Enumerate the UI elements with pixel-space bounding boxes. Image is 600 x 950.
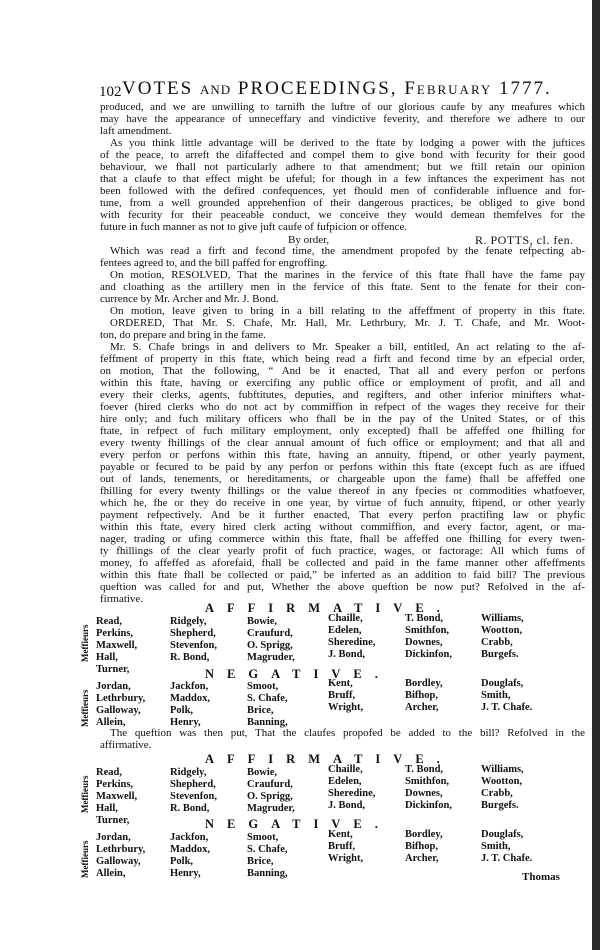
member-name: Polk, — [170, 856, 194, 867]
messieurs-label: Meffieurs — [80, 775, 90, 813]
member-name: Williams, — [481, 613, 524, 624]
affirmative-column — [481, 764, 524, 812]
negative-column — [170, 681, 210, 729]
title-part: PROCEEDINGS, — [237, 78, 398, 99]
member-name: J. T. Chafe. — [481, 702, 533, 713]
member-name: Turner, — [96, 664, 130, 675]
body-line: money, fo affeffed as aforefaid, fhall be collected and paid in the fame manner other affeffments — [100, 557, 585, 569]
affirmative-column — [96, 616, 137, 676]
member-name: Smoot, — [247, 681, 279, 692]
body-line: with fecurity for their peaceable conduct, we conceive they would demean themfelves for the — [100, 209, 585, 221]
messieurs-label: Meffieurs — [80, 624, 90, 662]
body-line: fhilling for every twenty fhillings or the value thereof in any fpecies or commodities whatfoever, — [100, 485, 585, 497]
member-name: Read, — [96, 767, 122, 778]
member-name: Bruff, — [328, 841, 356, 852]
body-line: Mr. S. Chafe brings in and delivers to Mr. Speaker a bill, entitled, An act relating to the af- — [110, 341, 585, 353]
member-name: Edelen, — [328, 776, 362, 787]
body-line: The queftion was then put, That the claufes propofed be added to the bill? Refolved in the — [110, 727, 585, 739]
scan-edge — [592, 0, 600, 950]
member-name: Jordan, — [96, 832, 131, 843]
member-name: Wright, — [328, 853, 364, 864]
member-name: Galloway, — [96, 856, 141, 867]
negative-column — [405, 829, 443, 865]
affirmative-column — [247, 767, 295, 815]
body-line: feffment of property in this ftate, which being read a firft and fecond time by an efpecial order, — [100, 353, 585, 365]
by-order: By order, — [288, 234, 330, 246]
member-name: J. T. Chafe. — [481, 853, 533, 864]
affirmative-column — [328, 613, 375, 661]
member-name: Wootton, — [481, 776, 523, 787]
body-line: payable or fecured to be paid by any perfon or perfons within this ftate (except fuch as are iffued — [100, 461, 585, 473]
negative-column — [481, 829, 532, 865]
negative-heading: NEGATIVE. — [205, 817, 391, 831]
body-line: may have the appearance of unneceffary and vindictive feverity, and therefore we adhere to our — [100, 113, 585, 125]
member-name: T. Bond, — [405, 613, 444, 624]
member-name: Bifhop, — [405, 690, 438, 701]
body-line: of the peace, to arreft the difaffected and compel them to give bond with fecurity for their good — [100, 149, 585, 161]
member-name: Smithfon, — [405, 625, 450, 636]
member-name: Crabb, — [481, 788, 513, 799]
member-name: Sheredine, — [328, 788, 376, 799]
negative-column — [247, 681, 288, 729]
body-line: behaviour, we fhall not particularly adhere to that amendment; but we ftill retain our opinion — [100, 161, 585, 173]
member-name: Bowie, — [247, 616, 278, 627]
negative-column — [481, 678, 532, 714]
member-name: J. Bond, — [328, 800, 366, 811]
member-name: Brice, — [247, 705, 274, 716]
body-line: firmative. — [100, 593, 144, 605]
member-name: Kent, — [328, 678, 353, 689]
member-name: Allein, — [96, 717, 126, 728]
body-line: within this ftate fhall be collected or paid,” be inferted as an addition to faid bill? The previous — [100, 569, 585, 581]
member-name: R. Bond, — [170, 803, 210, 814]
body-line: queftion was called for and put, Whether the above queftion be now put? Refolved in the af- — [100, 581, 585, 593]
member-name: Jackfon, — [170, 832, 209, 843]
body-line: that a claufe to that effect might be ufeful; for though in a few inftances the experiment has not — [100, 173, 585, 185]
member-name: Wootton, — [481, 625, 523, 636]
member-name: Maddox, — [170, 693, 210, 704]
affirmative-column — [96, 767, 137, 827]
member-name: S. Chafe, — [247, 844, 288, 855]
body-line: and cloathing as the artillery men in the fervice of this ftate. Sent to the fenate for their con- — [100, 281, 585, 293]
member-name: Lethrbury, — [96, 844, 146, 855]
body-line: future in fuch manner as not to give juft caufe of fufpicion or offence. — [100, 221, 408, 233]
member-name: Hall, — [96, 803, 118, 814]
member-name: Bruff, — [328, 690, 356, 701]
negative-heading: NEGATIVE. — [205, 667, 391, 681]
body-line: every twenty fhillings of the clear annual amount of fuch office or employment; and that all and — [100, 437, 585, 449]
body-line: which he, fhe or they do receive in one year, by virtue of fuch annuity, ftipend, or other yearly — [100, 497, 585, 509]
member-name: Maddox, — [170, 844, 210, 855]
member-name: Shepherd, — [170, 779, 216, 790]
title-part: February — [404, 78, 493, 99]
member-name: S. Chafe, — [247, 693, 288, 704]
affirmative-column — [405, 613, 452, 661]
body-line: affirmative. — [100, 739, 152, 751]
member-name: O. Sprigg, — [247, 791, 293, 802]
member-name: Hall, — [96, 652, 118, 663]
member-name: Allein, — [96, 868, 126, 879]
body-line: As you think little advantage will be derived to the ftate by lodging a power with the juftices — [110, 137, 585, 149]
member-name: Smith, — [481, 841, 511, 852]
member-name: Turner, — [96, 815, 130, 826]
member-name: Douglafs, — [481, 829, 524, 840]
affirmative-heading: AFFIRMATIVE. — [205, 601, 453, 615]
member-name: Kent, — [328, 829, 353, 840]
body-line: out of lands, tenements, or hereditaments, or chargeable upon the fame) fhall be affeffed one — [100, 473, 585, 485]
member-name: O. Sprigg, — [247, 640, 293, 651]
member-name: Bowie, — [247, 767, 278, 778]
member-name: Downes, — [405, 637, 443, 648]
clerk-signature: R. POTTS, cl. fen. — [475, 233, 574, 247]
member-name: Stevenfon, — [170, 791, 217, 802]
member-name: Brice, — [247, 856, 274, 867]
member-name: Smithfon, — [405, 776, 450, 787]
body-line: ton, do prepare and bring in the fame. — [100, 329, 266, 341]
body-line: On motion, RESOLVED, That the marines in the fervice of this ftate fhall have the fame pay — [110, 269, 585, 281]
affirmative-column — [328, 764, 375, 812]
member-name: Ridgely, — [170, 767, 207, 778]
member-name: Perkins, — [96, 779, 134, 790]
body-line: within this ftate, having or exercifing any public office or employment of profit, and all and — [100, 377, 585, 389]
body-line: on motion, That the following, “ And be it enacted, That all and every perfon or perfons — [100, 365, 585, 377]
affirmative-column — [481, 613, 524, 661]
title-part: VOTES — [122, 78, 194, 99]
negative-column — [247, 832, 288, 880]
negative-column — [96, 832, 145, 880]
negative-column — [328, 829, 363, 865]
member-name: R. Bond, — [170, 652, 210, 663]
member-name: Douglafs, — [481, 678, 524, 689]
body-line: ty fhillings of the clear yearly profit of fuch practice, wages, or factorage: All which fums of — [100, 545, 585, 557]
affirmative-heading: AFFIRMATIVE. — [205, 752, 453, 766]
member-name: Maxwell, — [96, 640, 138, 651]
catchword: Thomas — [522, 871, 560, 883]
body-line: hire only; and fuch military officers who fhall be in the pay of the United States, or of this — [100, 413, 585, 425]
member-name: Craufurd, — [247, 628, 293, 639]
negative-column — [96, 681, 145, 729]
body-line: payment refpectively. And be it further enacted, That every perfon practifing law or phyfic — [100, 509, 585, 521]
member-name: Ridgely, — [170, 616, 207, 627]
member-name: Lethrbury, — [96, 693, 146, 704]
body-line: On motion, leave given to bring in a bill relating to the affeffment of property in this ftate. — [110, 305, 585, 317]
member-name: Shepherd, — [170, 628, 216, 639]
body-line: ftate, in refpect of fuch military employment, only excepted) fhall be affeffed one fhilling for — [100, 425, 585, 437]
member-name: Sheredine, — [328, 637, 376, 648]
body-line: within this ftate, every hired clerk acting without commiffion, and every factor, agent, or ma- — [100, 521, 585, 533]
member-name: Magruder, — [247, 803, 295, 814]
member-name: Edelen, — [328, 625, 362, 636]
body-line: been followed with the defired confequences, yet fhould men of confiderable influence and for- — [100, 185, 585, 197]
negative-column — [170, 832, 210, 880]
member-name: Chaille, — [328, 764, 363, 775]
body-line: every perfon or perfons within this ftate, having an annuity, ftipend, or other yearly payment, — [100, 449, 585, 461]
member-name: Banning, — [247, 868, 288, 879]
member-name: Smith, — [481, 690, 511, 701]
member-name: Craufurd, — [247, 779, 293, 790]
body-line: fentees agreed to, and the bill paffed for engroffing. — [100, 257, 328, 269]
body-line: laft amendment. — [100, 125, 172, 137]
member-name: J. Bond, — [328, 649, 366, 660]
affirmative-column — [170, 767, 217, 815]
member-name: Bordley, — [405, 678, 443, 689]
page-number: 102 — [99, 84, 122, 100]
member-name: Burgefs. — [481, 649, 519, 660]
member-name: Downes, — [405, 788, 443, 799]
member-name: Polk, — [170, 705, 194, 716]
title-part: 1777. — [499, 78, 552, 99]
body-line: Which was read a firft and fecond time, the amendment propofed by the fenate refpecting ab- — [110, 245, 585, 257]
member-name: Stevenfon, — [170, 640, 217, 651]
body-line: currence by Mr. Archer and Mr. J. Bond. — [100, 293, 279, 305]
member-name: Crabb, — [481, 637, 513, 648]
member-name: Archer, — [405, 702, 439, 713]
member-name: T. Bond, — [405, 764, 444, 775]
negative-column — [328, 678, 363, 714]
member-name: Henry, — [170, 868, 201, 879]
member-name: Jordan, — [96, 681, 131, 692]
body-line: produced, and we are unwilling to tarnifh the luftre of our glorious caufe by any meafures which — [100, 101, 585, 113]
member-name: Dickinfon, — [405, 800, 452, 811]
member-name: Banning, — [247, 717, 288, 728]
member-name: Wright, — [328, 702, 364, 713]
member-name: Perkins, — [96, 628, 134, 639]
body-line: ORDERED, That Mr. S. Chafe, Mr. Hall, Mr. Lethrbury, Mr. J. T. Chafe, and Mr. Woot- — [110, 317, 585, 329]
member-name: Galloway, — [96, 705, 141, 716]
member-name: Archer, — [405, 853, 439, 864]
body-line: tune, from a well grounded apprehenfion of their dangerous practices, be obliged to give bond — [100, 197, 585, 209]
messieurs-label: Meffieurs — [80, 689, 90, 727]
member-name: Bordley, — [405, 829, 443, 840]
member-name: Read, — [96, 616, 122, 627]
negative-column — [405, 678, 443, 714]
body-line: foever (hired clerks who do not act by commiffion in refpect of the wages they receive for their — [100, 401, 585, 413]
member-name: Maxwell, — [96, 791, 138, 802]
messieurs-label: Meffieurs — [80, 840, 90, 878]
body-line: every their clerks, agents, fubftitutes, deputies, and regifters, and other inferior minifters what- — [100, 389, 585, 401]
title-part: AND — [199, 82, 232, 97]
page-title — [122, 78, 552, 100]
member-name: Williams, — [481, 764, 524, 775]
member-name: Burgefs. — [481, 800, 519, 811]
affirmative-column — [170, 616, 217, 664]
affirmative-column — [247, 616, 295, 664]
affirmative-column — [405, 764, 452, 812]
member-name: Dickinfon, — [405, 649, 452, 660]
member-name: Bifhop, — [405, 841, 438, 852]
member-name: Jackfon, — [170, 681, 209, 692]
body-line: nager, trading or ufing commerce within this ftate, fhall be affeffed one fhilling for every twen- — [100, 533, 585, 545]
member-name: Magruder, — [247, 652, 295, 663]
member-name: Chaille, — [328, 613, 363, 624]
member-name: Smoot, — [247, 832, 279, 843]
member-name: Henry, — [170, 717, 201, 728]
